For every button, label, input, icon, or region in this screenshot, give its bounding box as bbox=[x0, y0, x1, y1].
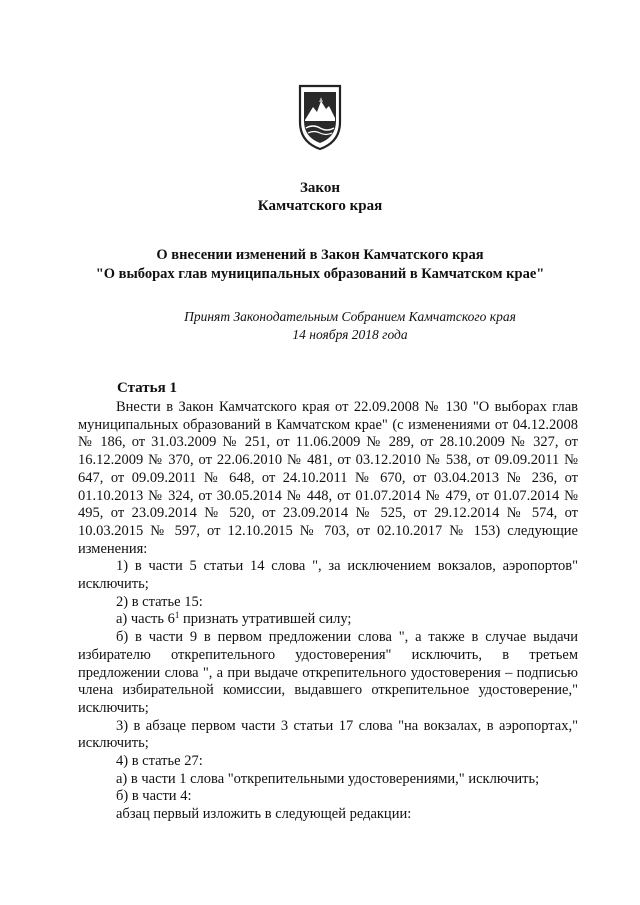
paragraph-item-2a bbox=[78, 611, 578, 629]
paragraph-item-4b-1: абзац первый изложить в следующей редакции: bbox=[116, 806, 412, 823]
paragraph-item-2: 2) в статье 15: bbox=[116, 593, 203, 610]
subject-line-1: О внесении изменений в Закон Камчатского края bbox=[156, 247, 484, 263]
law-title: Закон bbox=[299, 180, 340, 196]
paragraph-item-1: 1) в части 5 статьи 14 слова ", за исключением вокзалов, аэропортов" исключить; bbox=[78, 558, 578, 593]
item-2a-superscript: 1 bbox=[174, 610, 180, 621]
adoption-note: Принят Законодательным Собранием Камчатского края bbox=[184, 309, 516, 324]
item-2a-text-end: признать утратившей силу; bbox=[179, 611, 352, 628]
paragraph-item-4: 4) в статье 27: bbox=[116, 753, 203, 770]
adoption-date: 14 ноября 2018 года bbox=[292, 327, 408, 342]
paragraph-intro: Внести в Закон Камчатского края от 22.09.2008 № 130 "О выборах глав муниципальных образований в Камчатском крае" (с изменениями от 04.12.2008 № 186, от 31.03.2009 № 251, от 11.06.2009 № 289, от 28.10.2009 № 327, от 16.12.2009 № 370, от 22.06.2010 № 481, от 03.12.2010 № 538, от 09.09.2011 № 647, от 09.09.2011 № 648, от 24.10.2011 № 670, от 03.04.2013 № 236, от 01.10.2013 № 324, от 30.05.2014 № 448, от 01.07.2014 № 479, от 01.07.2014 № 495, от 23.09.2014 № 520, от 23.09.2014 № 525, от 29.12.2014 № 574, от 10.03.2015 № 597, от 12.10.2015 № 703, от 02.10.2017 № 153) следующие изменения: bbox=[78, 399, 578, 557]
paragraph-item-2b: б) в части 9 в первом предложении слова ", а также в случае выдачи избирателю открепительного удостоверения" исключить, в третьем предложении слова ", а при выдаче открепительного удостоверения – подписью члена избирательной комиссии, выдавшего открепительное удостоверение," исключить; bbox=[78, 629, 578, 716]
paragraph-item-4a: а) в части 1 слова "открепительными удостоверениями," исключить; bbox=[116, 770, 540, 787]
article-body bbox=[78, 399, 578, 824]
item-2a-text-start: а) часть 6 bbox=[116, 611, 175, 628]
subject-line-2: "О выборах глав муниципальных образований в Камчатском крае" bbox=[95, 266, 545, 282]
kamchatka-coat-of-arms-emblem bbox=[290, 82, 350, 152]
paragraph-item-4b: б) в части 4: bbox=[116, 788, 192, 805]
paragraph-item-3: 3) в абзаце первом части 3 статьи 17 слова "на вокзалах, в аэропортах," исключить; bbox=[78, 717, 578, 752]
article-heading: Статья 1 bbox=[117, 380, 177, 396]
law-region: Камчатского края bbox=[257, 198, 383, 214]
